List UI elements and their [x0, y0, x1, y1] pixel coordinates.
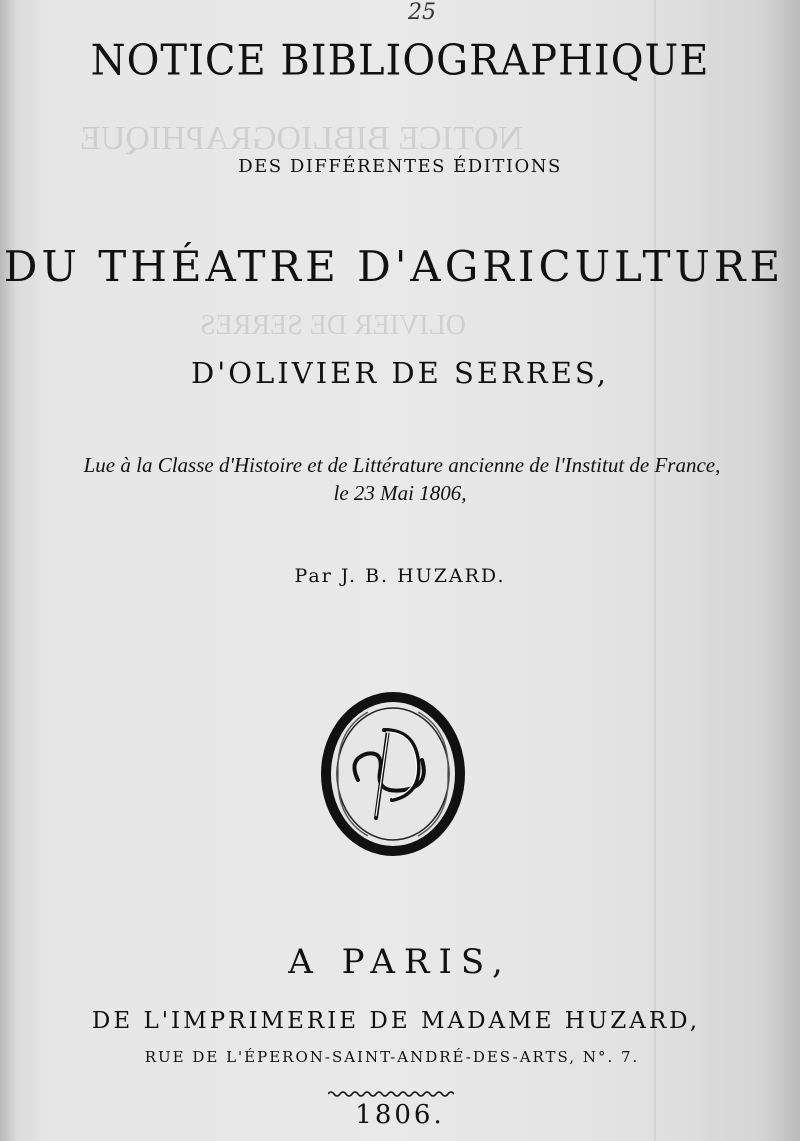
- title-line-4: D'OLIVIER DE SERRES,: [191, 356, 609, 390]
- monogram-emblem: [318, 690, 468, 858]
- page-number: 25: [408, 0, 436, 25]
- title-line-3: DU THÉATRE D'AGRICULTURE: [3, 242, 785, 291]
- bleed-through-text: OLIVIER DE SERRES: [200, 310, 466, 341]
- author-prefix: Par: [294, 565, 333, 587]
- reading-note-line-2: le 23 Mai 1806,: [333, 481, 467, 505]
- printer-line: DE L'IMPRIMERIE DE MADAME HUZARD,: [91, 1008, 701, 1034]
- title-line-1: NOTICE BIBLIOGRAPHIQUE: [90, 36, 710, 86]
- title-line-2: DES DIFFÉRENTES ÉDITIONS: [238, 156, 562, 177]
- author-name: J. B. HUZARD.: [340, 565, 506, 587]
- street-address: RUE DE L'ÉPERON-SAINT-ANDRÉ-DES-ARTS, N°. 7.: [144, 1048, 640, 1066]
- publication-year: 1806.: [355, 1100, 445, 1130]
- city: A PARIS,: [288, 942, 512, 982]
- bleed-through-text: NOTICE BIBLIOGRAPHIQUE: [80, 120, 523, 157]
- ornamental-rule: [328, 1090, 454, 1098]
- reading-note-line-1: Lue à la Classe d'Histoire et de Littérature ancienne de l'Institut de France,: [83, 453, 721, 477]
- author-line: [0, 565, 800, 587]
